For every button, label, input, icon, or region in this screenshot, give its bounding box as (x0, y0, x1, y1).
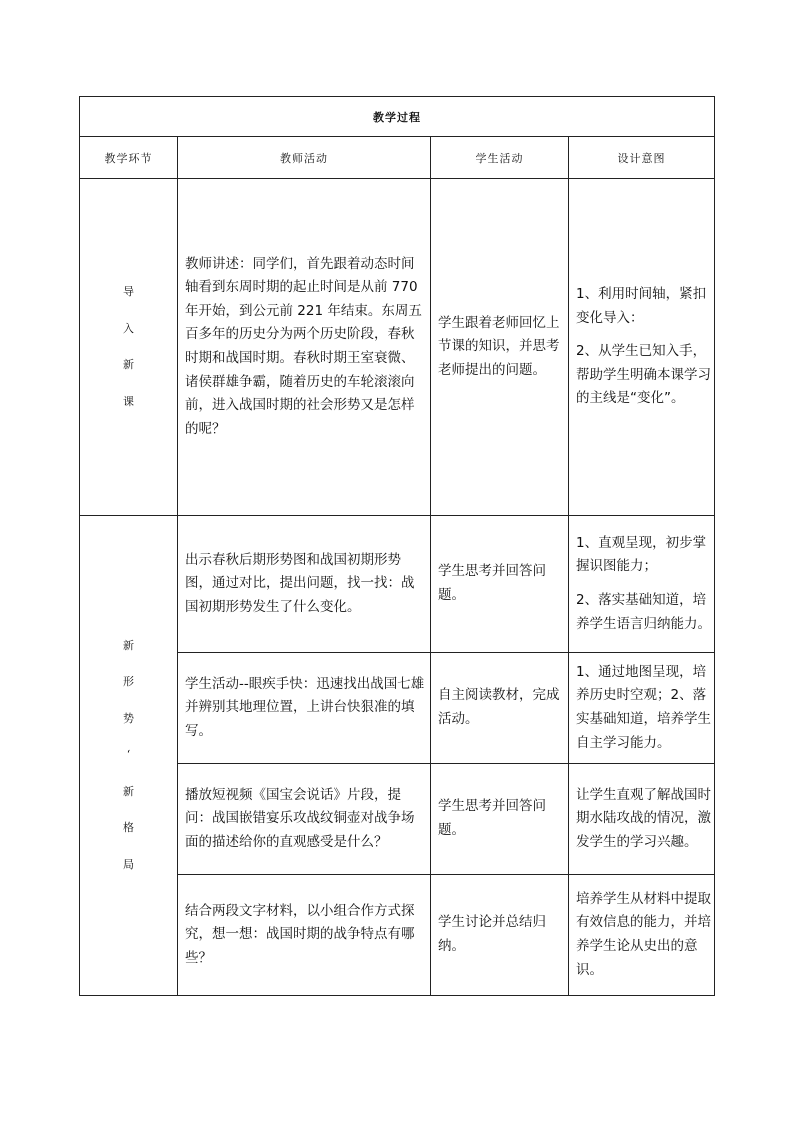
stage-char: 格 (123, 821, 134, 835)
teaching-process-table (79, 96, 715, 996)
design-intent-cell (569, 179, 715, 516)
design-intent-cell (569, 516, 715, 653)
design-intent-text: 2、从学生已知入手，帮助学生明确本课学习的主线是“变化”。 (576, 343, 711, 407)
design-intent-text: 1、直观呈现，初步掌握识图能力； (576, 534, 707, 575)
stage-char: 形 (123, 675, 134, 689)
design-intent-text: 1、利用时间轴，紧扣变化导入： (576, 286, 707, 326)
stage-char: 势 (123, 711, 134, 725)
stage-char: 新 (123, 638, 134, 652)
header-stage: 教学环节 (80, 137, 178, 179)
teacher-activity-cell (178, 653, 431, 764)
stage-char: ‘ (126, 748, 131, 762)
stage-char: 新 (123, 358, 134, 371)
table-title: 教学过程 (80, 97, 715, 137)
teacher-activity-text: 结合两段文字材料，以小组合作方式探究，想一想：战国时期的战争特点有哪些？ (185, 902, 415, 966)
design-intent-text: 培养学生从材料中提取有效信息的能力，并培养学生论从史出的意识。 (576, 890, 711, 978)
teacher-activity-cell (178, 764, 431, 875)
header-student-activity: 学生活动 (431, 137, 569, 179)
table-row (80, 516, 715, 653)
stage-char: 入 (123, 321, 134, 335)
stage-char: 导 (123, 285, 134, 298)
student-activity-text: 学生思考并回答问题。 (438, 563, 546, 603)
stage-char: 局 (123, 857, 134, 871)
student-activity-text: 自主阅读教材，完成活动。 (438, 687, 560, 727)
student-activity-text: 学生思考并回答问题。 (438, 798, 546, 838)
student-activity-text: 学生跟着老师回忆上节课的知识，并思考老师提出的问题。 (438, 314, 560, 378)
design-intent-text: 1、通过地图呈现，培养历史时空观；2、落实基础知道，培养学生自主学习能力。 (576, 663, 711, 751)
student-activity-cell (431, 516, 569, 653)
student-activity-cell (431, 875, 569, 996)
teacher-activity-cell (178, 875, 431, 996)
stage-new-situation (80, 516, 178, 996)
design-intent-text: 2、落实基础知道，培养学生语言归纳能力。 (576, 592, 711, 632)
design-intent-cell (569, 653, 715, 764)
student-activity-text: 学生讨论并总结归纳。 (438, 914, 546, 954)
student-activity-cell (431, 764, 569, 875)
student-activity-cell (431, 653, 569, 764)
header-design-intent: 设计意图 (569, 137, 715, 179)
teacher-activity-cell (178, 179, 431, 516)
student-activity-cell (431, 179, 569, 516)
design-intent-cell (569, 875, 715, 996)
stage-char: 新 (123, 784, 134, 798)
design-intent-text: 让学生直观了解战国时期水陆攻战的情况，激发学生的学习兴趣。 (576, 786, 711, 850)
teacher-activity-text: 播放短视频《国宝会说话》片段，提问：战国嵌错宴乐攻战纹铜壶对战争场面的描述给你的直观感受是什么？ (185, 786, 415, 850)
header-teacher-activity: 教师活动 (178, 137, 431, 179)
teacher-activity-cell (178, 516, 431, 653)
teacher-activity-text: 出示春秋后期形势图和战国初期形势图，通过对比，提出问题，找一找：战国初期形势发生了什么变化。 (185, 551, 415, 615)
teacher-activity-text: 学生活动--眼疾手快：迅速找出战国七雄并辨别其地理位置，上讲台快狠准的填写。 (185, 675, 425, 739)
design-intent-cell (569, 764, 715, 875)
stage-char: 课 (123, 394, 134, 408)
teacher-activity-text: 教师讲述：同学们，首先跟着动态时间轴看到东周时期的起止时间是从前 770 年开始，到公元前 221 年结束。东周五百多年的历史分为两个历史阶段，春秋时期和战国时期。春秋时期王室衰微、诸侯群雄争霸，随着历史的车轮滚滚向前，进入战国时期的社会形势又是怎样的呢？ (185, 255, 422, 437)
stage-intro (80, 179, 178, 516)
table-row (80, 179, 715, 516)
